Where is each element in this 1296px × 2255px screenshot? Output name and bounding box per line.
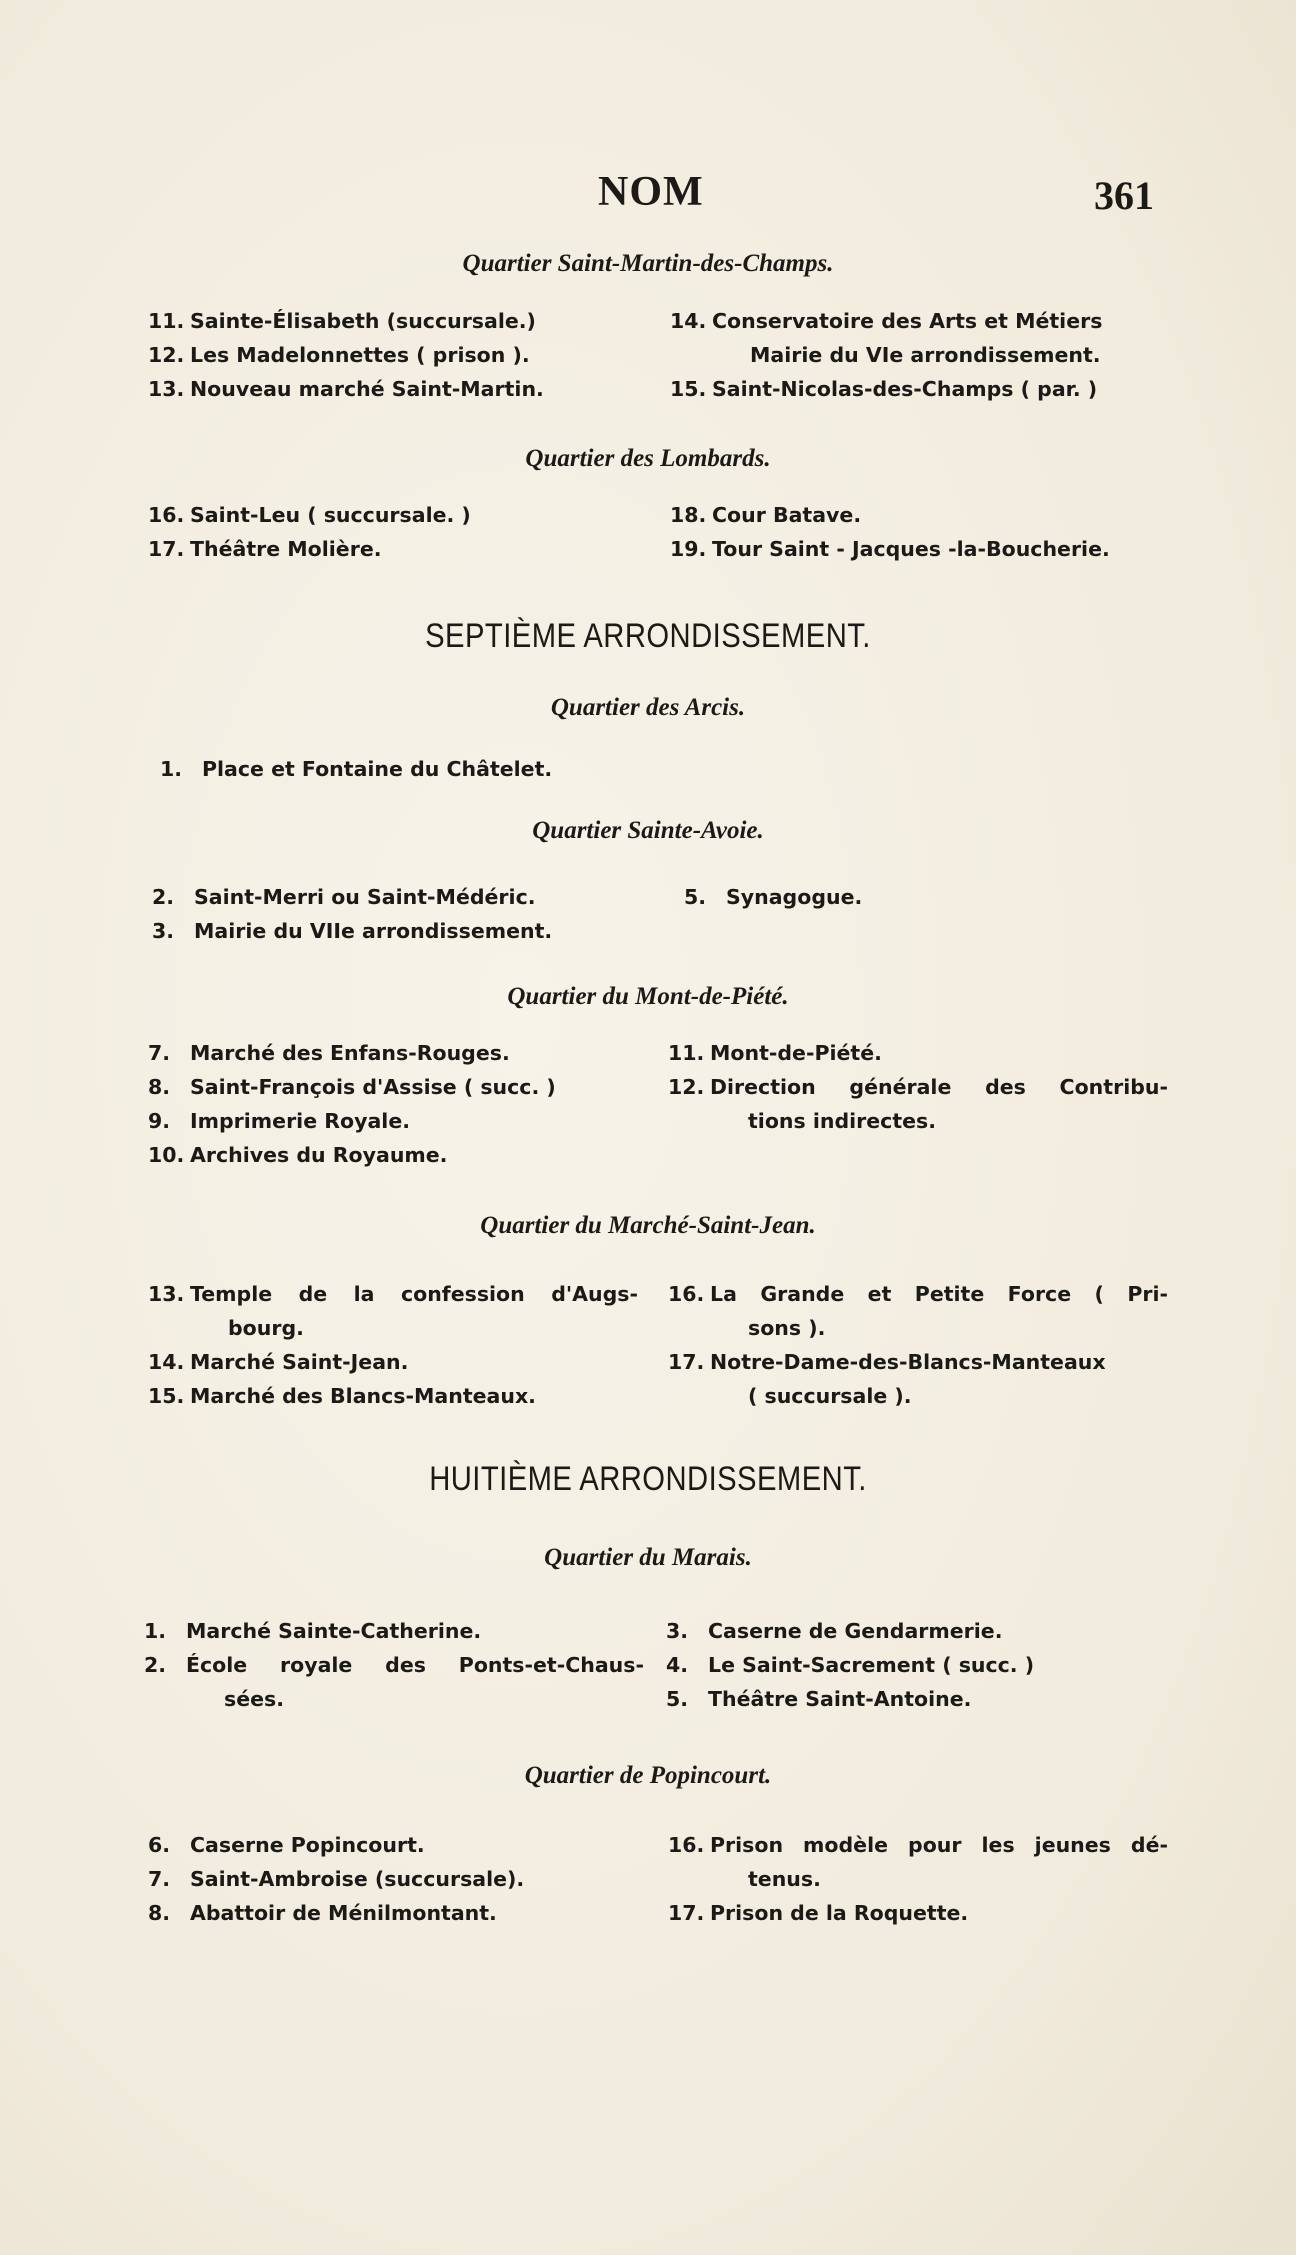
item-number: 1. <box>160 757 183 781</box>
list-item <box>148 532 588 566</box>
list-item <box>666 1682 1126 1716</box>
entry-column-left <box>152 880 632 948</box>
list-item <box>148 304 588 338</box>
entry-column-left <box>148 1277 638 1413</box>
list-item <box>148 1862 628 1896</box>
list-item <box>670 338 1170 372</box>
item-number: 5. <box>684 885 707 909</box>
item-text: tions indirectes. <box>748 1109 937 1133</box>
item-text: Cour Batave. <box>712 503 862 527</box>
item-text: Saint-Merri ou Saint-Médéric. <box>194 885 536 909</box>
list-item <box>668 1070 1168 1104</box>
item-number: 11. <box>148 309 185 333</box>
list-item <box>148 1896 628 1930</box>
item-text: Imprimerie Royale. <box>190 1109 411 1133</box>
quartier-heading: Quartier du Marais. <box>544 1544 752 1571</box>
entry-column-right <box>670 498 1170 566</box>
item-number: 12. <box>148 343 185 367</box>
list-item <box>668 1828 1168 1862</box>
list-item <box>668 1896 1168 1930</box>
item-number: 2. <box>144 1653 167 1677</box>
list-item <box>670 304 1170 338</box>
item-text: Caserne Popincourt. <box>190 1833 425 1857</box>
item-number: 11. <box>668 1041 705 1065</box>
item-number: 10. <box>148 1143 185 1167</box>
list-item <box>668 1277 1168 1311</box>
entry-column-left <box>148 1036 608 1172</box>
entry-column-right <box>668 1828 1168 1930</box>
entry-column-left <box>148 498 588 566</box>
list-item <box>670 372 1170 406</box>
item-text: Mont-de-Piété. <box>710 1041 882 1065</box>
item-text: Archives du Royaume. <box>190 1143 448 1167</box>
item-text: sées. <box>224 1687 284 1711</box>
item-text: Place et Fontaine du Châtelet. <box>202 757 553 781</box>
item-number: 15. <box>670 377 707 401</box>
item-text: Notre-Dame-des-Blancs-Manteaux <box>710 1350 1106 1374</box>
item-number: 17. <box>668 1350 705 1374</box>
entry-column-left <box>160 752 640 786</box>
page-header <box>0 168 1296 228</box>
item-number: 3. <box>666 1619 689 1643</box>
quartier-heading: Quartier des Arcis. <box>550 694 746 721</box>
item-number: 1. <box>144 1619 167 1643</box>
list-item <box>148 1277 638 1311</box>
list-item <box>148 1379 638 1413</box>
list-item <box>668 1311 1168 1345</box>
item-number: 18. <box>670 503 707 527</box>
item-text: Marché Sainte-Catherine. <box>186 1619 482 1643</box>
item-text: Synagogue. <box>726 885 863 909</box>
list-item <box>668 1862 1168 1896</box>
entry-column-right <box>668 1277 1168 1413</box>
entry-column-right <box>666 1614 1126 1716</box>
entry-column-right <box>670 304 1170 406</box>
item-number: 6. <box>148 1833 171 1857</box>
list-item <box>148 498 588 532</box>
item-number: 8. <box>148 1901 171 1925</box>
item-number: 14. <box>670 309 707 333</box>
list-item <box>148 1828 628 1862</box>
list-item <box>148 372 588 406</box>
list-item <box>148 1345 638 1379</box>
list-item <box>668 1345 1168 1379</box>
item-text: Nouveau marché Saint-Martin. <box>190 377 544 401</box>
item-number: 9. <box>148 1109 171 1133</box>
item-text: Saint-Nicolas-des-Champs ( par. ) <box>712 377 1098 401</box>
entry-column-left <box>148 304 588 406</box>
list-item <box>148 1138 608 1172</box>
item-text: Saint-Leu ( succursale. ) <box>190 503 471 527</box>
item-number: 7. <box>148 1867 171 1891</box>
list-item <box>668 1036 1168 1070</box>
item-text: Le Saint-Sacrement ( succ. ) <box>708 1653 1035 1677</box>
quartier-heading: Quartier des Lombards. <box>525 445 771 472</box>
item-text: Conservatoire des Arts et Métiers <box>712 309 1103 333</box>
item-text: bourg. <box>228 1316 304 1340</box>
item-text: tenus. <box>748 1867 821 1891</box>
page-number: 361 <box>1094 173 1154 218</box>
item-text: Prison modèle pour les jeunes dé- <box>710 1833 1168 1857</box>
item-number: 8. <box>148 1075 171 1099</box>
quartier-heading: Quartier de Popincourt. <box>524 1762 772 1789</box>
list-item <box>148 1104 608 1138</box>
item-number: 16. <box>148 503 185 527</box>
list-item <box>684 880 1084 914</box>
item-number: 2. <box>152 885 175 909</box>
item-text: Saint-Ambroise (succursale). <box>190 1867 525 1891</box>
item-number: 16. <box>668 1282 705 1306</box>
item-text: Mairie du VIe arrondissement. <box>750 343 1101 367</box>
item-text: Sainte-Élisabeth (succursale.) <box>190 309 536 333</box>
list-item <box>666 1614 1126 1648</box>
item-text: La Grande et Petite Force ( Pri- <box>710 1282 1168 1306</box>
list-item <box>144 1648 644 1682</box>
list-item <box>668 1104 1168 1138</box>
item-text: Abattoir de Ménilmontant. <box>190 1901 497 1925</box>
list-item <box>668 1379 1168 1413</box>
quartier-heading: Quartier du Mont-de-Piété. <box>507 983 789 1010</box>
item-text: Tour Saint - Jacques -la-Boucherie. <box>712 537 1110 561</box>
entry-column-right <box>684 880 1084 914</box>
list-item <box>160 752 640 786</box>
item-number: 13. <box>148 377 185 401</box>
item-number: 19. <box>670 537 707 561</box>
quartier-heading: Quartier du Marché-Saint-Jean. <box>480 1212 816 1239</box>
item-text: Théâtre Molière. <box>190 537 382 561</box>
quartier-heading: Quartier Sainte-Avoie. <box>532 817 764 844</box>
running-title: NOM <box>598 169 704 215</box>
list-item <box>148 1070 608 1104</box>
item-text: Théâtre Saint-Antoine. <box>708 1687 972 1711</box>
arrondissement-heading: SEPTIÈME ARRONDISSEMENT. <box>425 617 871 655</box>
item-text: Caserne de Gendarmerie. <box>708 1619 1003 1643</box>
entry-column-right <box>668 1036 1168 1138</box>
list-item <box>152 880 632 914</box>
list-item <box>144 1614 644 1648</box>
item-text: Marché des Blancs-Manteaux. <box>190 1384 536 1408</box>
item-text: Les Madelonnettes ( prison ). <box>190 343 530 367</box>
list-item <box>148 1311 638 1345</box>
item-text: Temple de la confession d'Augs- <box>190 1282 638 1306</box>
item-number: 3. <box>152 919 175 943</box>
item-number: 12. <box>668 1075 705 1099</box>
list-item <box>144 1682 644 1716</box>
list-item <box>670 532 1170 566</box>
list-item <box>152 914 632 948</box>
item-text: Direction générale des Contribu- <box>710 1075 1168 1099</box>
item-number: 17. <box>148 537 185 561</box>
item-number: 17. <box>668 1901 705 1925</box>
item-text: École royale des Ponts-et-Chaus- <box>186 1653 644 1677</box>
quartier-heading: Quartier Saint-Martin-des-Champs. <box>462 250 834 277</box>
item-text: ( succursale ). <box>748 1384 912 1408</box>
list-item <box>666 1648 1126 1682</box>
item-text: Mairie du VIIe arrondissement. <box>194 919 553 943</box>
list-item <box>148 1036 608 1070</box>
item-text: Marché des Enfans-Rouges. <box>190 1041 510 1065</box>
entry-column-left <box>144 1614 644 1716</box>
item-number: 5. <box>666 1687 689 1711</box>
list-item <box>148 338 588 372</box>
entry-column-left <box>148 1828 628 1930</box>
item-text: Marché Saint-Jean. <box>190 1350 409 1374</box>
item-text: sons ). <box>748 1316 826 1340</box>
item-text: Prison de la Roquette. <box>710 1901 969 1925</box>
list-item <box>670 498 1170 532</box>
item-number: 16. <box>668 1833 705 1857</box>
item-number: 7. <box>148 1041 171 1065</box>
arrondissement-heading: HUITIÈME ARRONDISSEMENT. <box>429 1460 867 1498</box>
item-number: 13. <box>148 1282 185 1306</box>
item-number: 4. <box>666 1653 689 1677</box>
item-number: 14. <box>148 1350 185 1374</box>
item-number: 15. <box>148 1384 185 1408</box>
item-text: Saint-François d'Assise ( succ. ) <box>190 1075 556 1099</box>
